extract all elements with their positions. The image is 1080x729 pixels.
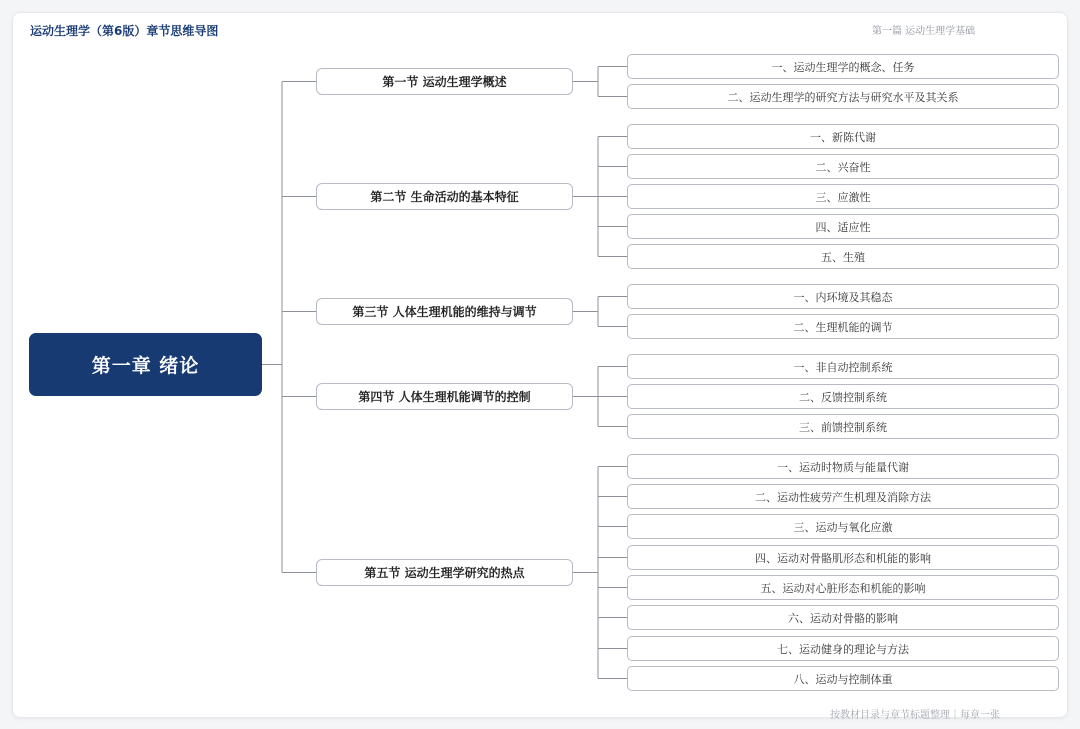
section-node-5: 第五节 运动生理学研究的热点 xyxy=(316,559,573,586)
leaf-node-5-1: 一、运动时物质与能量代谢 xyxy=(627,454,1059,479)
leaf-node-2-1: 一、新陈代谢 xyxy=(627,124,1059,149)
leaf-node-3-1: 一、内环境及其稳态 xyxy=(627,284,1059,309)
leaf-node-5-3: 三、运动与氧化应激 xyxy=(627,514,1059,539)
part-label: 第一篇 运动生理学基础 xyxy=(872,26,976,37)
leaf-node-5-4: 四、运动对骨骼肌形态和机能的影响 xyxy=(627,545,1059,570)
leaf-node-3-2: 二、生理机能的调节 xyxy=(627,314,1059,339)
leaf-node-2-3: 三、应激性 xyxy=(627,184,1059,209)
leaf-node-5-2: 二、运动性疲劳产生机理及消除方法 xyxy=(627,484,1059,509)
document-title: 运动生理学（第6版）章节思维导图 xyxy=(30,24,219,38)
leaf-node-5-6: 六、运动对骨骼的影响 xyxy=(627,605,1059,630)
leaf-node-1-2: 二、运动生理学的研究方法与研究水平及其关系 xyxy=(627,84,1059,109)
leaf-node-5-5: 五、运动对心脏形态和机能的影响 xyxy=(627,575,1059,600)
section-node-2: 第二节 生命活动的基本特征 xyxy=(316,183,573,210)
leaf-node-2-4: 四、适应性 xyxy=(627,214,1059,239)
section-node-1: 第一节 运动生理学概述 xyxy=(316,68,573,95)
leaf-node-1-1: 一、运动生理学的概念、任务 xyxy=(627,54,1059,79)
leaf-node-5-8: 八、运动与控制体重 xyxy=(627,666,1059,691)
section-node-3: 第三节 人体生理机能的维持与调节 xyxy=(316,298,573,325)
leaf-node-2-2: 二、兴奋性 xyxy=(627,154,1059,179)
leaf-node-5-7: 七、运动健身的理论与方法 xyxy=(627,636,1059,661)
leaf-node-4-1: 一、非自动控制系统 xyxy=(627,354,1059,379)
root-node-chapter: 第一章 绪论 xyxy=(29,333,262,396)
leaf-node-2-5: 五、生殖 xyxy=(627,244,1059,269)
leaf-node-4-3: 三、前馈控制系统 xyxy=(627,414,1059,439)
footer-note: 按教材目录与章节标题整理｜每章一张 xyxy=(830,710,1000,721)
section-node-4: 第四节 人体生理机能调节的控制 xyxy=(316,383,573,410)
leaf-node-4-2: 二、反馈控制系统 xyxy=(627,384,1059,409)
